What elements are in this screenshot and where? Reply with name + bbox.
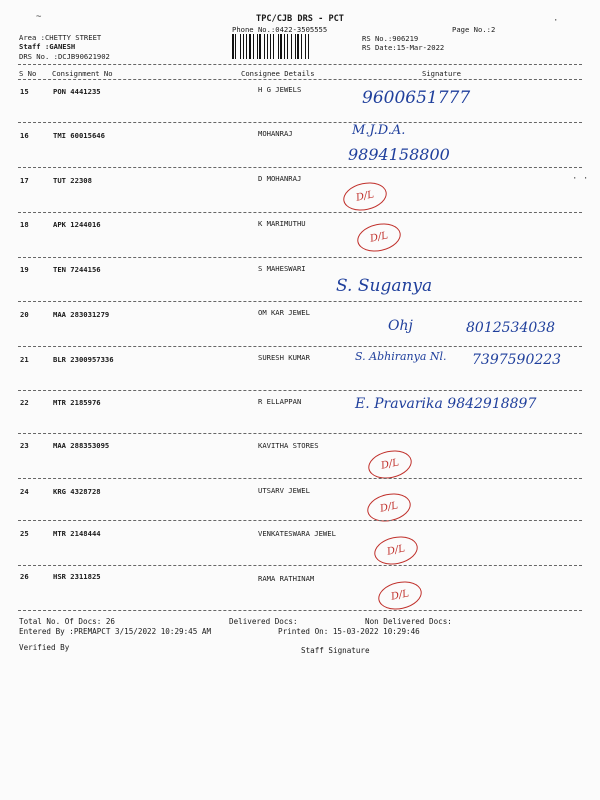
row-consignment: MTR 2148444 (53, 529, 101, 538)
row-consignee: R ELLAPPAN (258, 397, 302, 406)
row-rule (18, 565, 582, 566)
row-sno: 19 (20, 265, 29, 274)
footer-rule (18, 610, 582, 611)
non-delivered-docs: Non Delivered Docs: (365, 617, 452, 626)
verified-by: Verified By (19, 643, 70, 652)
row-consignment: MTR 2185976 (53, 398, 101, 407)
staff-signature: Staff Signature (301, 646, 370, 655)
row-consignment: MAA 288353095 (53, 441, 110, 450)
row-consignee: OM KAR JEWEL (258, 308, 310, 317)
row-consignee: VENKATESWARA JEWEL (258, 529, 336, 538)
row-consignee: K MARIMUTHU (258, 219, 306, 228)
row-consignee: H G JEWELS (258, 85, 302, 94)
column-header-sno: S No (19, 69, 37, 78)
row-rule (18, 346, 582, 347)
row-sno: 24 (20, 487, 29, 496)
column-header-rule (18, 79, 582, 80)
row-sno: 25 (20, 529, 29, 538)
row-rule (18, 520, 582, 521)
dl-stamp: D/L (365, 490, 414, 526)
row-consignment: TEN 7244156 (53, 265, 101, 274)
row-rule (18, 433, 582, 434)
row-consignment: KRG 4328728 (53, 487, 101, 496)
row-consignee: SURESH KUMAR (258, 353, 310, 362)
row-consignment: PON 4441235 (53, 87, 101, 96)
dl-stamp: D/L (366, 447, 415, 483)
handwritten-name: S. Abhiranya Nl. (355, 350, 447, 363)
row-consignment: TMI 60015646 (53, 131, 105, 140)
barcode (232, 34, 351, 59)
row-consignment: HSR 2311825 (53, 572, 101, 581)
row-sno: 15 (20, 87, 29, 96)
header-rule (18, 64, 582, 65)
row-sno: 23 (20, 441, 29, 450)
dl-stamp: D/L (372, 533, 421, 569)
staff-label: Staff :GANESH (19, 42, 76, 51)
row-sno: 22 (20, 398, 29, 407)
area-label: Area :CHETTY STREET (19, 33, 102, 42)
dl-stamp: D/L (376, 578, 425, 614)
handwritten-signature: 9894158800 (348, 145, 450, 164)
row-rule (18, 122, 582, 123)
handwritten-signature: 9600651777 (362, 88, 471, 108)
row-consignment: BLR 2300957336 (53, 355, 114, 364)
row-sno: 20 (20, 310, 29, 319)
row-consignee: D MOHANRAJ (258, 174, 302, 183)
row-rule (18, 301, 582, 302)
column-header-consignment: Consignment No (52, 69, 113, 78)
dl-stamp: D/L (341, 179, 390, 215)
row-consignee: UTSARV JEWEL (258, 486, 310, 495)
drs-number: DRS No. :DCJB90621902 (19, 52, 110, 61)
row-consignee: S MAHESWARI (258, 264, 306, 273)
handwritten-signature: 7397590223 (472, 352, 562, 368)
column-header-consignee: Consignee Details (241, 69, 315, 78)
row-rule (18, 478, 582, 479)
row-consignment: MAA 283031279 (53, 310, 110, 319)
printed-on: Printed On: 15-03-2022 10:29:46 (278, 627, 420, 636)
row-consignee: KAVITHA STORES (258, 441, 319, 450)
handwritten-signature: S. Suganya (336, 276, 433, 296)
column-header-signature: Signature (422, 69, 461, 78)
barcode-stripe (309, 34, 310, 59)
handwritten-initials: Ohj (388, 318, 413, 334)
row-consignee: MOHANRAJ (258, 129, 293, 138)
row-sno: 21 (20, 355, 29, 364)
corner-mark: ~ (36, 12, 42, 22)
entered-by: Entered By :PREMAPCT 3/15/2022 10:29:45 AM (19, 627, 212, 636)
handwritten-initials: M.J.D.A. (352, 123, 406, 138)
handwritten-signature: 8012534038 (466, 320, 556, 336)
row-sno: 18 (20, 220, 29, 229)
document-title: TPC/CJB DRS - PCT (256, 14, 344, 24)
row-consignment: TUT 22308 (53, 176, 92, 185)
row-rule (18, 390, 582, 391)
row-consignment: APK 1244016 (53, 220, 101, 229)
delivered-docs: Delivered Docs: (229, 617, 298, 626)
handwritten-signature: E. Pravarika 9842918897 (355, 396, 537, 412)
dl-stamp: D/L (355, 220, 404, 256)
row-rule (18, 257, 582, 258)
row-sno: 16 (20, 131, 29, 140)
corner-mark: · (553, 16, 559, 26)
rs-date: RS Date:15-Mar-2022 (362, 43, 445, 52)
row-consignee: RAMA RATHINAM (258, 574, 315, 583)
row-sno: 26 (20, 572, 29, 581)
margin-mark: · · (572, 174, 589, 184)
row-sno: 17 (20, 176, 29, 185)
page-number: Page No.:2 (452, 25, 496, 34)
row-rule (18, 212, 582, 213)
row-rule (18, 167, 582, 168)
phone-number: Phone No.:0422-3505555 (232, 25, 328, 34)
rs-number: RS No.:906219 (362, 34, 419, 43)
total-docs: Total No. Of Docs: 26 (19, 617, 116, 626)
